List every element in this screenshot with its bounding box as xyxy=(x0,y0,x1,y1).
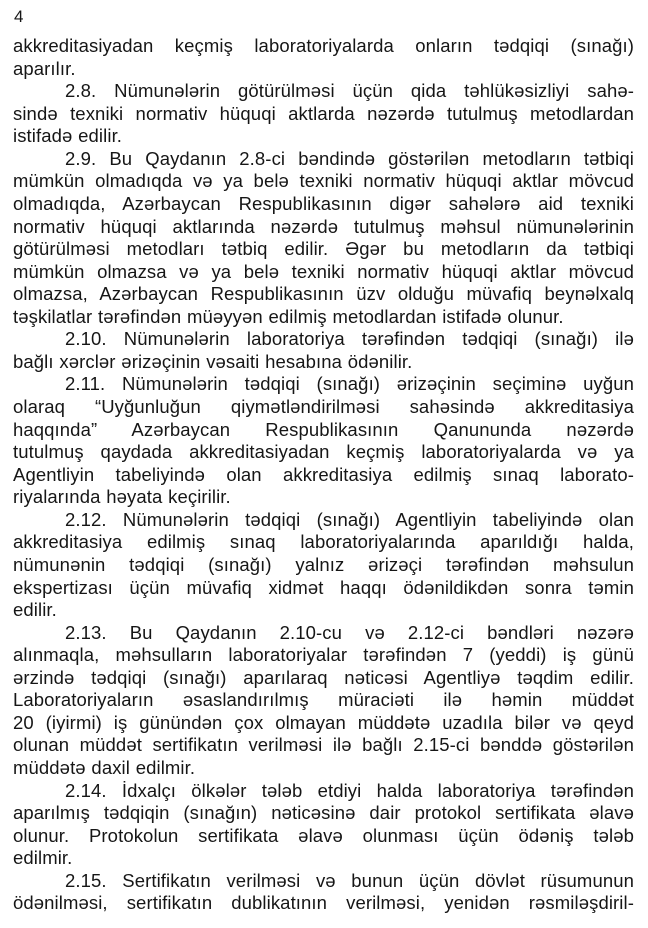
paragraph-clause-2.10 xyxy=(13,328,634,373)
text-line: nümunənin tədqiqi (sınağı) yalnız ərizəçi tərəfindən məhsulun xyxy=(13,553,634,575)
page-number: 4 xyxy=(14,7,24,26)
paragraph-clause-2.8 xyxy=(13,80,634,148)
text-line: Laboratoriyaların əsaslandırılmış müraciəti ilə həmin müddət xyxy=(13,689,634,711)
text-line: 2.9. Bu Qaydanın 2.8-ci bəndində göstərilən metodların tətbiqi xyxy=(65,147,634,169)
text-line: akkreditasiya edilmiş sınaq laboratoriyalarında aparıldığı halda, xyxy=(13,531,634,553)
text-line: 2.15. Sertifikatın verilməsi və bunun üçün dövlət rüsumunun xyxy=(65,869,634,891)
text-line: akkreditasiyadan keçmiş laboratoriyalarda onların tədqiqi (sınağı) xyxy=(13,35,634,56)
paragraph-clause-2.12 xyxy=(13,509,634,622)
text-line: aparılmış tədqiqin (sınağın) nəticəsinə dair protokol sertifikata əlavə xyxy=(13,802,634,824)
text-line: olmazsa, Azərbaycan Respublikasının üzv olduğu müvafiq beynəlxalq xyxy=(13,283,634,305)
document-body xyxy=(13,35,634,915)
text-line: sində texniki normativ hüquqi aktlarda nəzərdə tutulmuş metodlardan xyxy=(13,102,634,124)
text-line: 2.10. Nümunələrin laboratoriya tərəfindən tədqiqi (sınağı) ilə xyxy=(65,328,634,350)
text-line: normativ hüquqi aktlarında nəzərdə tutulmuş məhsul nümunələrinin xyxy=(13,215,634,237)
text-line: haqqında” Azərbaycan Respublikasının Qanununda nəzərdə xyxy=(13,418,634,440)
text-line: aparılır. xyxy=(13,57,76,79)
text-line: mümkün olmadıqda və ya belə texniki normativ hüquqi aktlar mövcud xyxy=(13,170,634,192)
text-line: olmadıqda, Azərbaycan Respublikasının digər sahələrə aid texniki xyxy=(13,192,634,214)
text-line: ərzində tədqiqi (sınağı) aparılaraq nəticəsi Agentliyə təqdim edilir. xyxy=(13,666,634,688)
text-line: 2.14. İdxalçı ölkələr tələb etdiyi halda laboratoriya tərəfindən xyxy=(65,779,634,801)
paragraph-clause-2.11 xyxy=(13,373,634,508)
text-line: olunan müddət sertifikatın verilməsi ilə bağlı 2.15-ci bənddə göstərilən xyxy=(13,734,634,756)
text-line: 2.13. Bu Qaydanın 2.10-cu və 2.12-ci bəndləri nəzərə xyxy=(65,621,634,643)
paragraph-clause-2.14 xyxy=(13,780,634,870)
text-line: 20 (iyirmi) iş günündən çox olmayan müddətə uzadıla bilər və qeyd xyxy=(13,711,634,733)
text-line: edilmir. xyxy=(13,847,73,869)
text-line: 2.11. Nümunələrin tədqiqi (sınağı) ərizəçinin seçiminə uyğun xyxy=(65,373,634,395)
text-line: tutulmuş qaydada akkreditasiyadan keçmiş laboratoriyalarda və ya xyxy=(13,441,634,463)
text-line: edilir. xyxy=(13,599,57,621)
text-line: olaraq “Uyğunluğun qiymətləndirilməsi sahəsində akkreditasiya xyxy=(13,396,634,417)
text-line: riyalarında həyata keçirilir. xyxy=(13,486,231,508)
text-line: olunur. Protokolun sertifikata əlavə olunması üçün ödəniş tələb xyxy=(13,824,634,846)
text-line: təşkilatlar tərəfindən müəyyən edilmiş metodlardan istifadə olunur. xyxy=(13,305,564,327)
text-line: Agentliyin tabeliyində olan akkreditasiya edilmiş sınaq laborato- xyxy=(13,463,634,485)
text-line: ödənilməsi, sertifikatın dublikatının verilməsi, yenidən rəsmiləşdiril- xyxy=(13,892,634,914)
text-line: ekspertizası üçün müvafiq xidmət haqqı ödənildikdən sonra təmin xyxy=(13,576,634,598)
text-line: alınmaqla, məhsulların laboratoriyalar tərəfindən 7 (yeddi) iş günü xyxy=(13,644,634,666)
text-line: 2.8. Nümunələrin götürülməsi üçün qida təhlükəsizliyi sahə- xyxy=(65,80,634,102)
text-line: bağlı xərclər ərizəçinin vəsaiti hesabına ödənilir. xyxy=(13,350,413,372)
paragraph-clause-2.9 xyxy=(13,148,634,329)
paragraph-continuation xyxy=(13,35,634,80)
text-line: 2.12. Nümunələrin tədqiqi (sınağı) Agentliyin tabeliyində olan xyxy=(65,508,634,530)
paragraph-clause-2.15 xyxy=(13,870,634,915)
text-line: götürülməsi metodları tətbiq edilir. Əgər bu metodların da tətbiqi xyxy=(13,238,634,260)
text-line: istifadə edilir. xyxy=(13,125,123,147)
text-line: mümkün olmazsa və ya belə texniki normativ hüquqi aktlar mövcud xyxy=(13,260,634,282)
text-line: müddətə daxil edilmir. xyxy=(13,757,196,778)
paragraph-clause-2.13 xyxy=(13,622,634,780)
